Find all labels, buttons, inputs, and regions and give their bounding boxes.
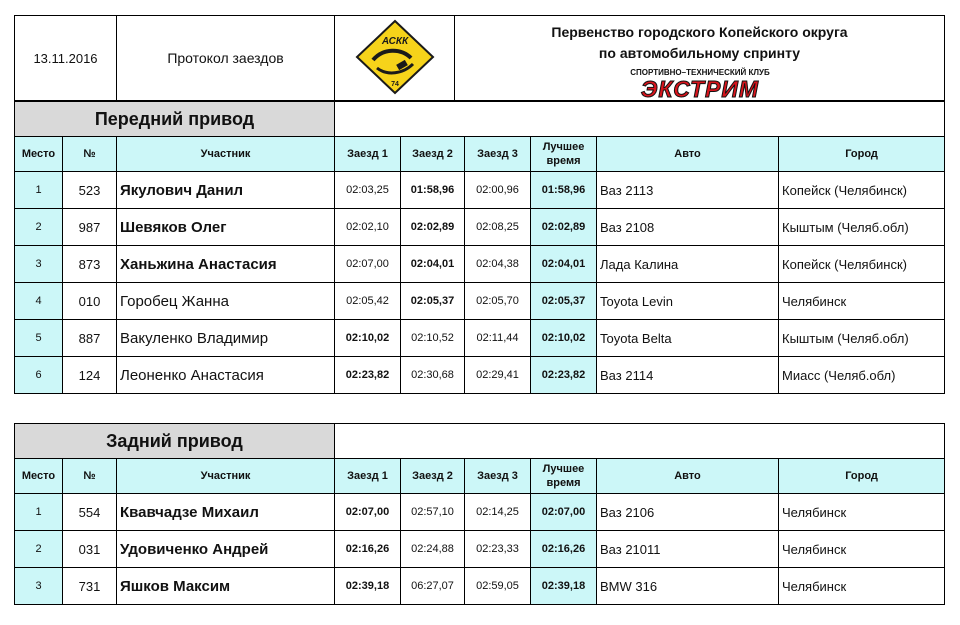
city-cell: Челябинск — [779, 494, 945, 531]
run2-cell: 02:57,10 — [401, 494, 465, 531]
best-time-cell: 02:16,26 — [531, 531, 597, 568]
col-run2: Заезд 2 — [401, 137, 465, 172]
auto-cell: Лада Калина — [597, 246, 779, 283]
run3-cell: 02:23,33 — [465, 531, 531, 568]
table-row — [15, 357, 945, 394]
run1-cell: 02:16,26 — [335, 531, 401, 568]
number-cell: 124 — [63, 357, 117, 394]
auto-cell: BMW 316 — [597, 568, 779, 605]
city-cell: Челябинск — [779, 568, 945, 605]
best-time-cell: 02:10,02 — [531, 320, 597, 357]
col-participant: Участник — [117, 137, 335, 172]
auto-cell: Toyota Levin — [597, 283, 779, 320]
number-cell: 523 — [63, 172, 117, 209]
participant-cell: Ханьжина Анастасия — [117, 246, 335, 283]
table-row — [15, 531, 945, 568]
auto-cell: Ваз 2114 — [597, 357, 779, 394]
col-best-time: Лучшее время — [531, 137, 597, 172]
place-cell: 1 — [15, 172, 63, 209]
run2-cell: 02:05,37 — [401, 283, 465, 320]
best-time-cell: 02:39,18 — [531, 568, 597, 605]
number-cell: 987 — [63, 209, 117, 246]
run2-cell: 02:04,01 — [401, 246, 465, 283]
best-time-cell: 02:07,00 — [531, 494, 597, 531]
number-cell: 031 — [63, 531, 117, 568]
extreme-club-logo — [590, 66, 810, 100]
table-row — [15, 209, 945, 246]
club-name: ЭКСТРИМ — [640, 76, 759, 100]
number-cell: 010 — [63, 283, 117, 320]
run3-cell: 02:11,44 — [465, 320, 531, 357]
best-time-cell: 01:58,96 — [531, 172, 597, 209]
number-cell: 554 — [63, 494, 117, 531]
col-city: Город — [779, 137, 945, 172]
participant-cell: Квавчадзе Михаил — [117, 494, 335, 531]
run1-cell: 02:07,00 — [335, 246, 401, 283]
city-cell: Копейск (Челябинск) — [779, 246, 945, 283]
run1-cell: 02:39,18 — [335, 568, 401, 605]
auto-cell: Ваз 2108 — [597, 209, 779, 246]
column-header-row — [15, 137, 945, 172]
run2-cell: 02:10,52 — [401, 320, 465, 357]
section-title-front-drive: Передний привод — [15, 102, 335, 137]
place-cell: 6 — [15, 357, 63, 394]
participant-cell: Леоненко Анастасия — [117, 357, 335, 394]
event-title-line1: Первенство городского Копейского округа — [551, 24, 848, 40]
col-run3: Заезд 3 — [465, 137, 531, 172]
city-cell: Челябинск — [779, 283, 945, 320]
col-run1: Заезд 1 — [335, 459, 401, 494]
section-title-filler — [335, 102, 945, 137]
city-cell: Копейск (Челябинск) — [779, 172, 945, 209]
run1-cell: 02:02,10 — [335, 209, 401, 246]
number-cell: 731 — [63, 568, 117, 605]
run3-cell: 02:08,25 — [465, 209, 531, 246]
results-table-front-drive — [14, 101, 945, 394]
run3-cell: 02:59,05 — [465, 568, 531, 605]
run2-cell: 02:02,89 — [401, 209, 465, 246]
participant-cell: Шевяков Олег — [117, 209, 335, 246]
column-header-row — [15, 459, 945, 494]
protocol-date: 13.11.2016 — [15, 16, 117, 101]
table-row — [15, 494, 945, 531]
best-time-cell: 02:04,01 — [531, 246, 597, 283]
event-title-line2: по автомобильному спринту — [598, 45, 801, 61]
city-cell: Кыштым (Челяб.обл) — [779, 320, 945, 357]
run3-cell: 02:04,38 — [465, 246, 531, 283]
place-cell: 5 — [15, 320, 63, 357]
place-cell: 2 — [15, 531, 63, 568]
place-cell: 3 — [15, 246, 63, 283]
auto-cell: Ваз 21011 — [597, 531, 779, 568]
run2-cell: 01:58,96 — [401, 172, 465, 209]
best-time-cell: 02:02,89 — [531, 209, 597, 246]
table-row — [15, 246, 945, 283]
table-row — [15, 320, 945, 357]
col-number: № — [63, 137, 117, 172]
col-city: Город — [779, 459, 945, 494]
participant-cell: Удовиченко Андрей — [117, 531, 335, 568]
run2-cell: 02:30,68 — [401, 357, 465, 394]
participant-cell: Якулович Данил — [117, 172, 335, 209]
auto-cell: Ваз 2106 — [597, 494, 779, 531]
askk-logo-icon — [353, 18, 437, 96]
run1-cell: 02:07,00 — [335, 494, 401, 531]
askk-logo — [335, 16, 455, 101]
col-place: Место — [15, 137, 63, 172]
club-caption: СПОРТИВНО–ТЕХНИЧЕСКИЙ КЛУБ — [629, 68, 770, 77]
run1-cell: 02:05,42 — [335, 283, 401, 320]
run2-cell: 02:24,88 — [401, 531, 465, 568]
participant-cell: Вакуленко Владимир — [117, 320, 335, 357]
run3-cell: 02:29,41 — [465, 357, 531, 394]
results-table-rear-drive — [14, 423, 945, 605]
run3-cell: 02:14,25 — [465, 494, 531, 531]
table-row — [15, 568, 945, 605]
col-best-time: Лучшее время — [531, 459, 597, 494]
city-cell: Челябинск — [779, 531, 945, 568]
table-row — [15, 283, 945, 320]
place-cell: 3 — [15, 568, 63, 605]
col-run3: Заезд 3 — [465, 459, 531, 494]
event-block — [455, 16, 945, 101]
run1-cell: 02:23,82 — [335, 357, 401, 394]
participant-cell: Яшков Максим — [117, 568, 335, 605]
run1-cell: 02:03,25 — [335, 172, 401, 209]
col-number: № — [63, 459, 117, 494]
city-cell: Миасс (Челяб.обл) — [779, 357, 945, 394]
section-title-rear-drive: Задний привод — [15, 424, 335, 459]
section-title-filler — [335, 424, 945, 459]
run2-cell: 06:27,07 — [401, 568, 465, 605]
run1-cell: 02:10,02 — [335, 320, 401, 357]
city-cell: Кыштым (Челяб.обл) — [779, 209, 945, 246]
auto-cell: Toyota Belta — [597, 320, 779, 357]
best-time-cell: 02:23,82 — [531, 357, 597, 394]
logo-sub: 74 — [390, 80, 399, 88]
col-auto: Авто — [597, 459, 779, 494]
logo-text: АСКК — [381, 35, 408, 47]
number-cell: 873 — [63, 246, 117, 283]
place-cell: 4 — [15, 283, 63, 320]
place-cell: 1 — [15, 494, 63, 531]
col-auto: Авто — [597, 137, 779, 172]
col-participant: Участник — [117, 459, 335, 494]
participant-cell: Горобец Жанна — [117, 283, 335, 320]
best-time-cell: 02:05,37 — [531, 283, 597, 320]
run3-cell: 02:05,70 — [465, 283, 531, 320]
number-cell: 887 — [63, 320, 117, 357]
place-cell: 2 — [15, 209, 63, 246]
header-table — [14, 15, 945, 101]
run3-cell: 02:00,96 — [465, 172, 531, 209]
protocol-title: Протокол заездов — [117, 16, 335, 101]
col-run2: Заезд 2 — [401, 459, 465, 494]
table-row — [15, 172, 945, 209]
col-run1: Заезд 1 — [335, 137, 401, 172]
col-place: Место — [15, 459, 63, 494]
auto-cell: Ваз 2113 — [597, 172, 779, 209]
